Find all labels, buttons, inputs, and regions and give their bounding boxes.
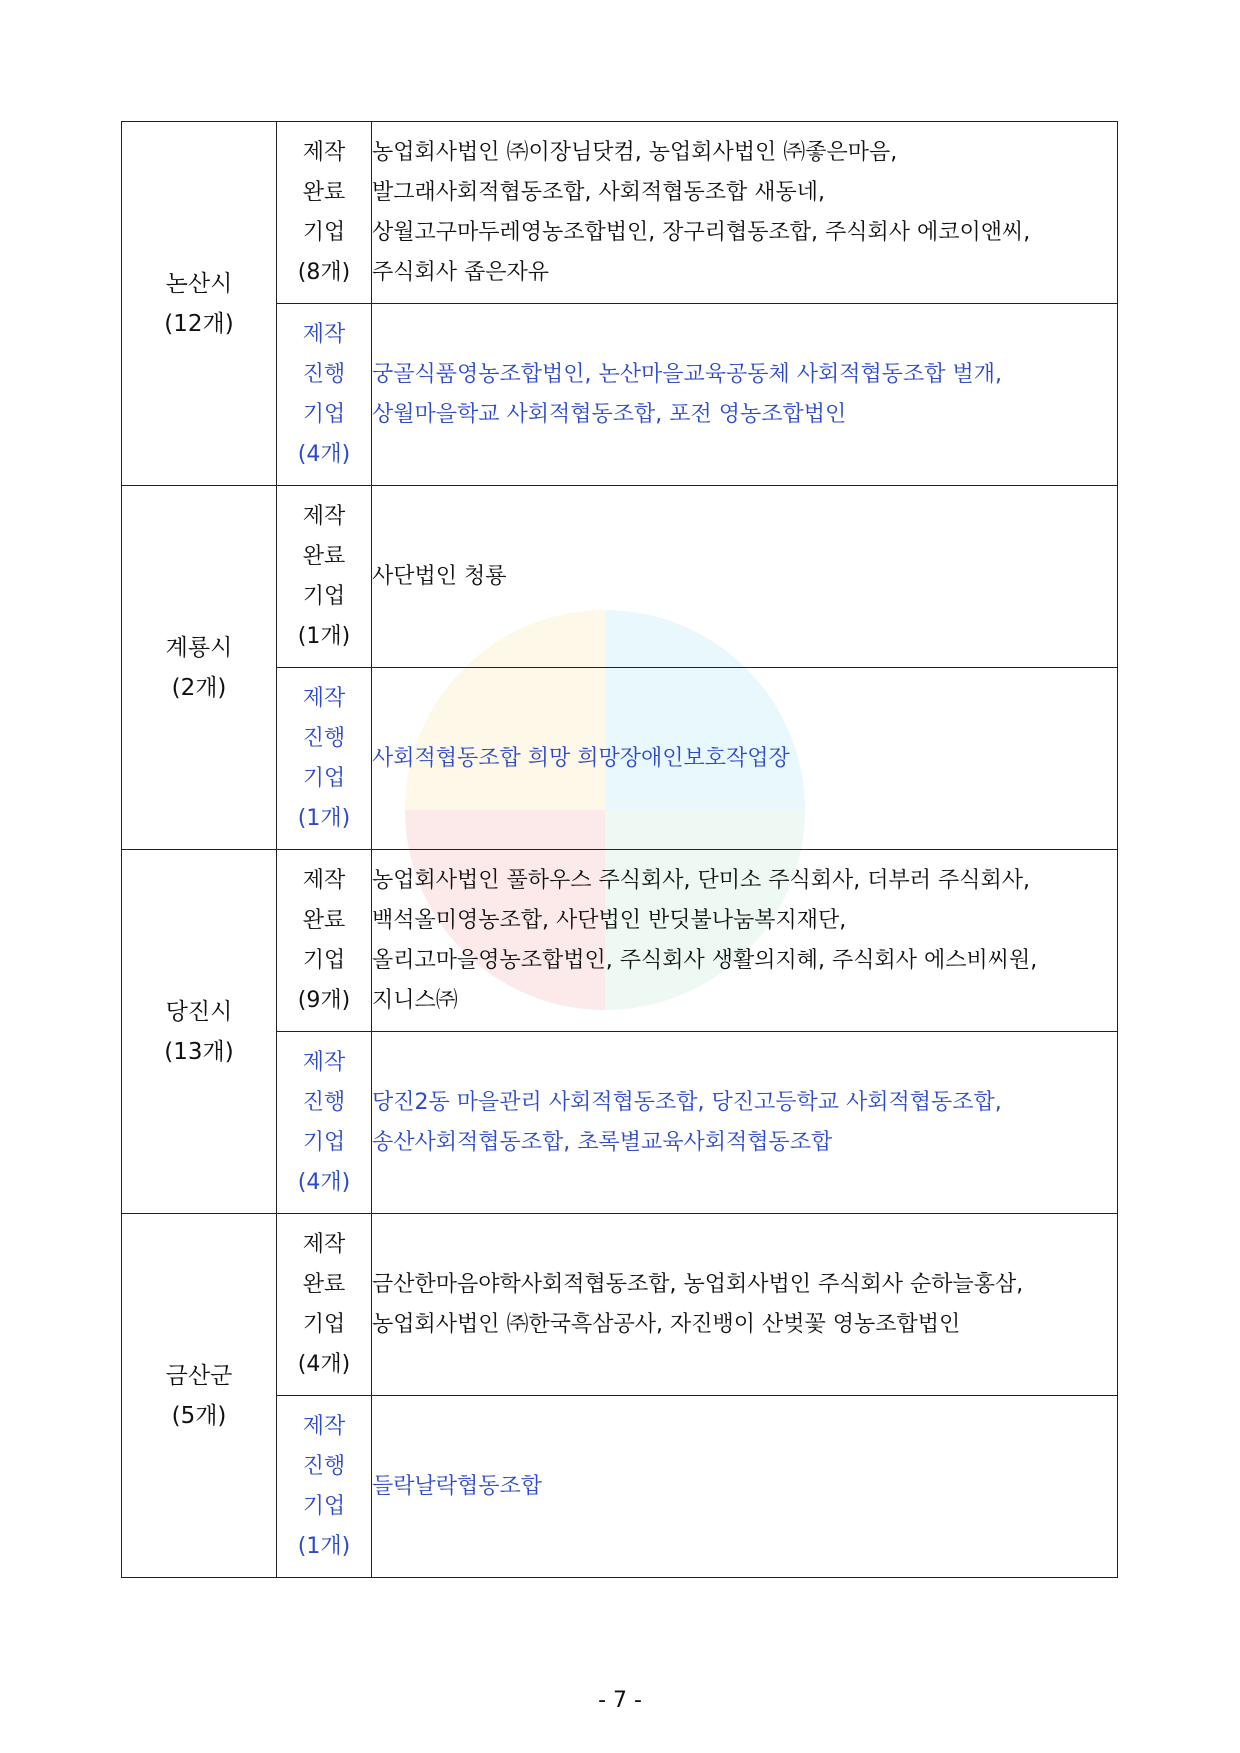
status-label-line: (1개) (297, 1533, 351, 1559)
status-label-in-progress (277, 1032, 372, 1214)
region-count: (5개) (171, 1402, 227, 1429)
status-label-line: 진행 (302, 1453, 346, 1479)
company-list-line: 사회적협동조합 희망 희망장애인보호작업장 (372, 745, 790, 771)
status-label-line: 기업 (302, 765, 346, 791)
company-list-line: 사단법인 청룡 (372, 563, 507, 589)
status-label-line: (9개) (297, 987, 351, 1013)
completed-company-list (372, 850, 1118, 1032)
region-name: 논산시 (165, 270, 233, 297)
company-list-line: 들락날락협동조합 (372, 1473, 543, 1499)
company-list-line: 발그래사회적협동조합, 사회적협동조합 새동네, (372, 179, 826, 205)
in-progress-company-list (372, 1032, 1118, 1214)
status-label-completed (277, 486, 372, 668)
in-progress-company-list (372, 1396, 1118, 1578)
page-number: - 7 - (598, 1688, 642, 1713)
in-progress-company-list (372, 304, 1118, 486)
completed-company-list (372, 1214, 1118, 1396)
status-label-line: 제작 (302, 321, 346, 347)
region-count: (13개) (164, 1038, 234, 1065)
company-list-line: 지니스㈜ (372, 987, 458, 1013)
company-list-line: 상월마을학교 사회적협동조합, 포전 영농조합법인 (372, 401, 847, 427)
status-label-line: 제작 (302, 1231, 346, 1257)
company-list-line: 주식회사 좁은자유 (372, 259, 550, 285)
status-label-line: 완료 (302, 1271, 346, 1297)
status-label-line: 제작 (302, 867, 346, 893)
company-list-line: 백석올미영농조합, 사단법인 반딧불나눔복지재단, (372, 907, 847, 933)
status-label-line: 기업 (302, 401, 346, 427)
company-list-line: 농업회사법인 ㈜한국흑삼공사, 자진뱅이 산벚꽃 영농조합법인 (372, 1311, 961, 1337)
status-label-line: 제작 (302, 139, 346, 165)
region-name: 계룡시 (165, 634, 233, 661)
region-name: 금산군 (165, 1362, 233, 1389)
region-cell (122, 1214, 277, 1578)
status-label-line: (1개) (297, 623, 351, 649)
status-label-line: (8개) (297, 259, 351, 285)
region-name: 당진시 (165, 998, 233, 1025)
status-label-completed (277, 122, 372, 304)
table-row-done (122, 850, 1118, 1032)
status-label-line: 완료 (302, 907, 346, 933)
company-list-line: 농업회사법인 ㈜이장님닷컴, 농업회사법인 ㈜좋은마음, (372, 139, 898, 165)
status-label-line: (4개) (297, 1351, 351, 1377)
status-label-line: 기업 (302, 1129, 346, 1155)
status-label-line: 진행 (302, 361, 346, 387)
region-cell (122, 486, 277, 850)
status-label-line: (4개) (297, 441, 351, 467)
status-label-line: 기업 (302, 1493, 346, 1519)
completed-company-list (372, 122, 1118, 304)
status-label-line: 기업 (302, 1311, 346, 1337)
status-label-line: 완료 (302, 179, 346, 205)
company-list-line: 궁골식품영농조합법인, 논산마을교육공동체 사회적협동조합 벌개, (372, 361, 1003, 387)
status-label-line: 진행 (302, 1089, 346, 1115)
status-label-line: 제작 (302, 503, 346, 529)
company-list-line: 송산사회적협동조합, 초록별교육사회적협동조합 (372, 1129, 833, 1155)
company-list-line: 올리고마을영농조합법인, 주식회사 생활의지혜, 주식회사 에스비씨원, (372, 947, 1038, 973)
table-row-done (122, 486, 1118, 668)
region-cell (122, 122, 277, 486)
table-row-done (122, 1214, 1118, 1396)
region-count: (12개) (164, 310, 234, 337)
status-label-line: 기업 (302, 947, 346, 973)
table-row-done (122, 122, 1118, 304)
status-label-in-progress (277, 668, 372, 850)
company-list-line: 농업회사법인 풀하우스 주식회사, 단미소 주식회사, 더부러 주식회사, (372, 867, 1030, 893)
status-label-line: 제작 (302, 685, 346, 711)
completed-company-list (372, 486, 1118, 668)
status-label-line: 완료 (302, 543, 346, 569)
status-label-line: (4개) (297, 1169, 351, 1195)
status-label-line: 기업 (302, 583, 346, 609)
company-table (121, 121, 1118, 1578)
status-label-line: 진행 (302, 725, 346, 751)
status-label-line: 제작 (302, 1049, 346, 1075)
company-list-line: 상월고구마두레영농조합법인, 장구리협동조합, 주식회사 에코이앤씨, (372, 219, 1031, 245)
status-label-line: (1개) (297, 805, 351, 831)
status-label-in-progress (277, 1396, 372, 1578)
status-label-line: 기업 (302, 219, 346, 245)
company-list-line: 당진2동 마을관리 사회적협동조합, 당진고등학교 사회적협동조합, (372, 1089, 1002, 1115)
in-progress-company-list (372, 668, 1118, 850)
status-label-in-progress (277, 304, 372, 486)
status-label-line: 제작 (302, 1413, 346, 1439)
region-count: (2개) (171, 674, 227, 701)
region-cell (122, 850, 277, 1214)
status-label-completed (277, 1214, 372, 1396)
status-label-completed (277, 850, 372, 1032)
company-list-line: 금산한마음야학사회적협동조합, 농업회사법인 주식회사 순하늘홍삼, (372, 1271, 1024, 1297)
